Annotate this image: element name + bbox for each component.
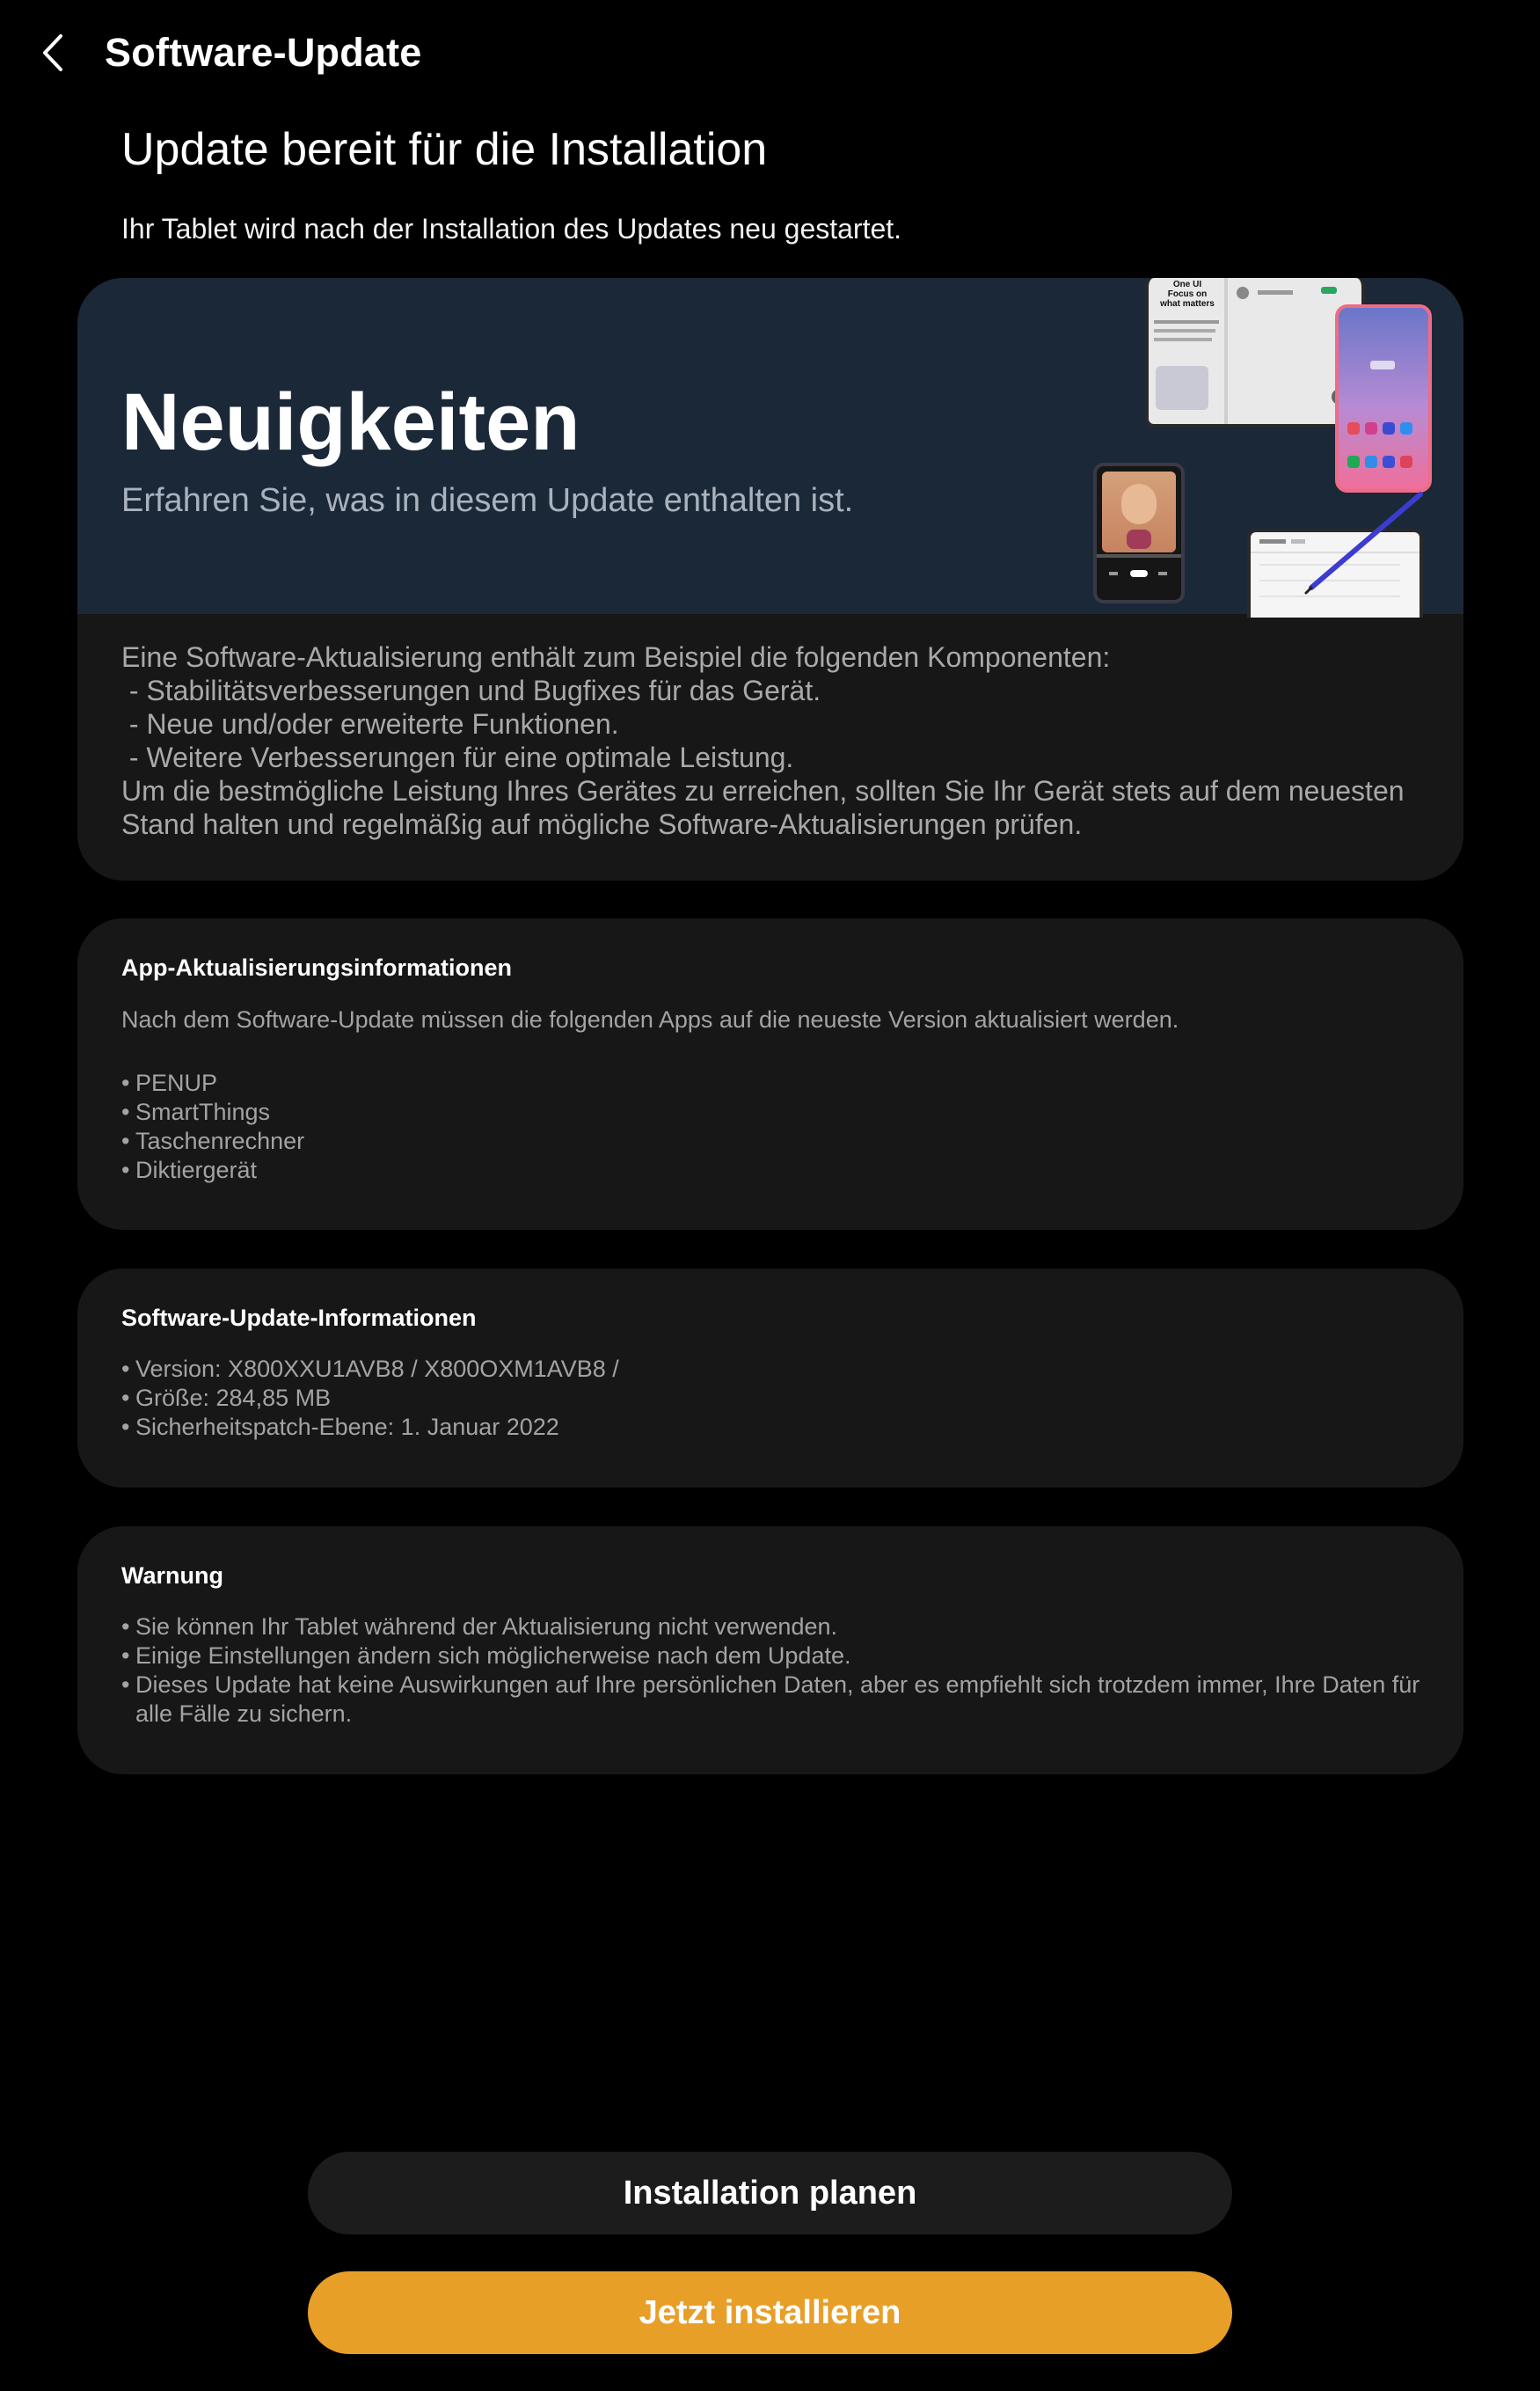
list-item: • Diktiergerät [121, 1156, 1423, 1185]
schedule-installation-button[interactable]: Installation planen [308, 2152, 1232, 2234]
app-update-info-description: Nach dem Software-Update müssen die folgenden Apps auf die neueste Version aktualisiert werden. [121, 1006, 1179, 1033]
news-subtitle: Erfahren Sie, was in diesem Update enthalten ist. [121, 482, 854, 519]
warning-title: Warnung [121, 1562, 223, 1589]
news-body-line: - Neue und/oder erweiterte Funktionen. [121, 708, 619, 740]
list-item: • Sicherheitspatch-Ebene: 1. Januar 2022 [121, 1413, 1423, 1442]
foldable-device-image [1145, 278, 1365, 428]
news-body-line: Um die bestmögliche Leistung Ihres Gerätes zu erreichen, sollten Sie Ihr Gerät stets auf dem neuesten Stand halten und regelmäßig auf mögliche Software-Aktualisierungen prüfen. [121, 775, 1412, 840]
software-update-info-list [121, 1355, 1423, 1442]
chevron-left-icon [38, 33, 68, 73]
list-item: • SmartThings [121, 1098, 1423, 1127]
flip-phone-image [1093, 463, 1185, 603]
news-banner [77, 278, 1463, 614]
top-app-bar [0, 0, 1540, 110]
warning-list [121, 1612, 1423, 1729]
stylus-pen-image [1304, 489, 1427, 595]
page-title: Software-Update [105, 30, 422, 75]
warning-card [77, 1526, 1463, 1774]
news-body-line: - Weitere Verbesserungen für eine optimale Leistung. [121, 742, 794, 773]
update-status-headline: Update bereit für die Installation [121, 124, 768, 175]
promo-text-line3: what matters [1160, 299, 1215, 309]
list-item: • Einige Einstellungen ändern sich möglicherweise nach dem Update. [121, 1642, 1423, 1671]
news-body-line: - Stabilitätsverbesserungen und Bugfixes für das Gerät. [121, 675, 821, 706]
list-item: • Taschenrechner [121, 1127, 1423, 1156]
update-status-subline: Ihr Tablet wird nach der Installation des Updates neu gestartet. [121, 213, 902, 245]
promo-text-line2: Focus on [1167, 289, 1208, 299]
app-update-list [121, 1069, 1423, 1185]
back-button[interactable] [25, 25, 81, 81]
news-card [77, 278, 1463, 881]
phone-device-image [1335, 304, 1432, 493]
list-item: • PENUP [121, 1069, 1423, 1098]
news-body [121, 640, 1423, 841]
list-item: • Version: X800XXU1AVB8 / X800OXM1AVB8 / [121, 1355, 1423, 1384]
app-update-info-card [77, 918, 1463, 1230]
promo-text-line1: One UI [1172, 280, 1202, 289]
list-item: • Sie können Ihr Tablet während der Aktualisierung nicht verwenden. [121, 1612, 1423, 1642]
software-update-info-card [77, 1269, 1463, 1488]
list-item: • Größe: 284,85 MB [121, 1384, 1423, 1413]
app-update-info-title: App-Aktualisierungsinformationen [121, 954, 513, 981]
news-title: Neuigkeiten [121, 377, 580, 467]
install-now-button[interactable]: Jetzt installieren [308, 2271, 1232, 2354]
list-item: • Dieses Update hat keine Auswirkungen auf Ihre persönlichen Daten, aber es empfiehlt sich trotzdem immer, Ihre Daten für alle Fälle zu sichern. [121, 1671, 1423, 1729]
news-body-line: Eine Software-Aktualisierung enthält zum Beispiel die folgenden Komponenten: [121, 641, 1111, 673]
software-update-info-title: Software-Update-Informationen [121, 1305, 477, 1331]
